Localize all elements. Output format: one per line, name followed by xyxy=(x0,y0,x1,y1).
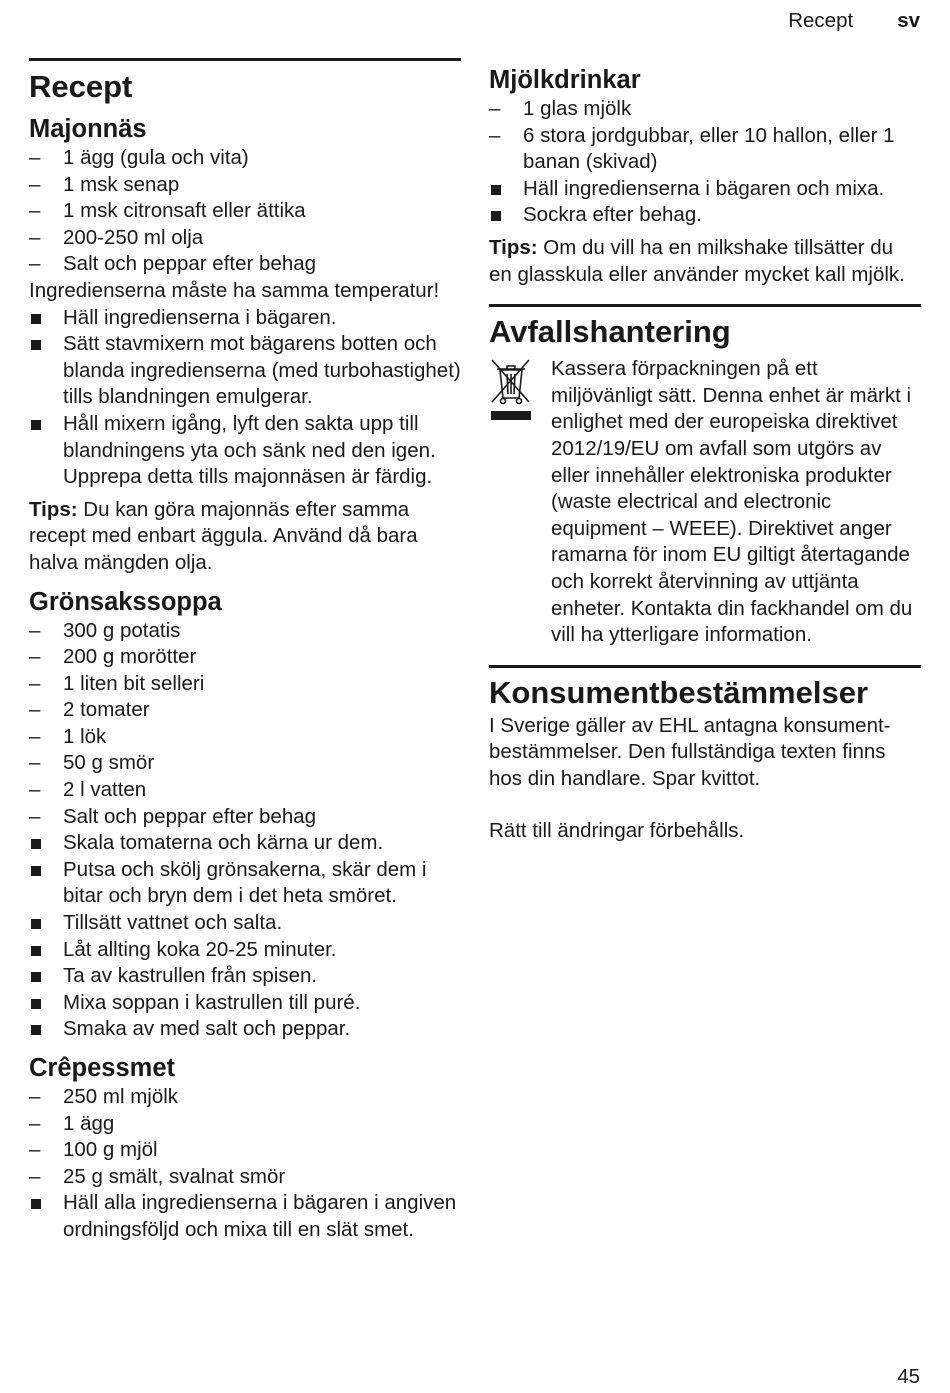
tip-label: Tips: xyxy=(489,235,538,259)
bullet-square-icon xyxy=(491,211,501,221)
list-item: Skala tomaterna och kärna ur dem. xyxy=(29,830,461,857)
list-item: – 6 stora jordgubbar, eller 10 hallon, eller 1 banan (skivad) xyxy=(489,123,895,174)
section-rule xyxy=(489,304,921,307)
majonnas-tip xyxy=(29,497,461,577)
crepessmet-heading: Crêpessmet xyxy=(29,1054,175,1082)
header-language: sv xyxy=(897,9,920,32)
running-header xyxy=(788,8,920,35)
list-item: – 1 lök xyxy=(29,724,107,748)
mjolkdrinkar-steps xyxy=(489,176,921,229)
list-item: – 100 g mjöl xyxy=(29,1138,158,1162)
bullet-square-icon xyxy=(31,1025,41,1035)
list-item: – 1 msk senap xyxy=(29,172,180,196)
bullet-square-icon xyxy=(31,919,41,929)
crepessmet-steps xyxy=(29,1190,461,1243)
konsument-text: I Sverige gäller av EHL antagna konsumentbestämmelser. Den fullständiga texten finns hos din handlare. Spar kvittot. xyxy=(489,713,891,790)
list-item: Ta av kastrullen från spisen. xyxy=(29,963,461,990)
konsument-note: Rätt till ändringar förbehålls. xyxy=(489,819,745,843)
list-item: – 200-250 ml olja xyxy=(29,225,204,249)
bullet-square-icon xyxy=(31,972,41,982)
mjolkdrinkar-tip xyxy=(489,235,921,288)
mjolkdrinkar-heading: Mjölkdrinkar xyxy=(489,66,641,94)
list-item: Putsa och skölj grönsakerna, skär dem i bitar och bryn dem i det heta smöret. xyxy=(29,857,461,910)
list-item: – 1 ägg (gula och vita) xyxy=(29,146,249,169)
avfall-text: Kassera förpackningen på ett miljövänligt sätt. Denna enhet är märkt i enlighet med der europeiska direktivet 2012/19/EU om avfall som utgörs av eller innehåller elektroniska produkter (waste electrical and electronic equipment – WEEE). Direktivet anger ramarna för inom EU giltigt återtagande och korrekt återvinning av uttjänta enheter. Kontakta din fackhandel om du vill ha ytterligare information. xyxy=(551,357,913,647)
gronsakssoppa-ingredients xyxy=(29,618,461,831)
list-item: – 25 g smält, svalnat smör xyxy=(29,1164,286,1188)
bullet-square-icon xyxy=(491,185,501,195)
bullet-square-icon xyxy=(31,420,41,430)
section-rule xyxy=(489,665,921,668)
bullet-square-icon xyxy=(31,999,41,1009)
list-item: – Salt och peppar efter behag xyxy=(29,804,317,828)
crepessmet-ingredients xyxy=(29,1084,461,1190)
list-item: – 2 l vatten xyxy=(29,778,147,802)
majonnas-steps xyxy=(29,305,461,491)
gronsakssoppa-steps xyxy=(29,830,461,1043)
right-column xyxy=(489,64,921,845)
mjolkdrinkar-ingredients xyxy=(489,96,921,176)
list-item: Smaka av med salt och peppar. xyxy=(29,1016,461,1043)
tip-label: Tips: xyxy=(29,497,78,521)
list-item: – 2 tomater xyxy=(29,698,150,722)
bullet-square-icon xyxy=(31,1199,41,1209)
list-item: Sockra efter behag. xyxy=(489,202,921,229)
list-item: Låt allting koka 20-25 minuter. xyxy=(29,937,461,964)
bullet-square-icon xyxy=(31,866,41,876)
list-item: – 1 ägg xyxy=(29,1111,115,1135)
list-item: – 250 ml mjölk xyxy=(29,1085,179,1108)
list-item: Tillsätt vattnet och salta. xyxy=(29,910,461,937)
list-item: Häll ingredienserna i bägaren och mixa. xyxy=(489,176,921,203)
list-item: – 200 g morötter xyxy=(29,645,197,669)
tip-text: Du kan göra majonnäs efter samma recept med enbart äggula. Använd då bara halva mängden olja. xyxy=(29,497,418,574)
konsument-title: Konsumentbestämmelser xyxy=(489,674,869,710)
list-item: Häll alla ingredienserna i bägaren i angiven ordningsföljd och mixa till en slät smet. xyxy=(29,1190,461,1243)
majonnas-heading: Majonnäs xyxy=(29,115,147,143)
majonnas-ingredients xyxy=(29,145,461,278)
majonnas-note: Ingredienserna måste ha samma temperatur! xyxy=(29,278,440,302)
avfall-title: Avfallshantering xyxy=(489,314,731,350)
list-item: – 1 glas mjölk xyxy=(489,97,632,120)
page-number: 45 xyxy=(897,1365,920,1389)
list-item: – Salt och peppar efter behag xyxy=(29,252,317,276)
list-item: Mixa soppan i kastrullen till puré. xyxy=(29,990,461,1017)
bullet-square-icon xyxy=(31,314,41,324)
section-rule xyxy=(29,58,461,61)
page-title: Recept xyxy=(29,69,133,104)
tip-text: Om du vill ha en milkshake tillsätter du en glasskula eller använder mycket kall mjölk. xyxy=(489,235,905,286)
list-item: – 300 g potatis xyxy=(29,618,181,642)
header-section: Recept xyxy=(788,9,854,32)
list-item: Sätt stavmixern mot bägarens botten och blanda ingredienserna (med turbohastighet) tills blandningen emulgerar. xyxy=(29,331,461,411)
avfall-block xyxy=(489,356,921,649)
list-item: – 1 msk citronsaft eller ättika xyxy=(29,199,306,223)
left-column xyxy=(29,58,461,1244)
weee-crossed-bin-icon xyxy=(489,356,535,426)
bullet-square-icon xyxy=(31,340,41,350)
list-item: – 50 g smör xyxy=(29,751,155,775)
list-item: Häll ingredienserna i bägaren. xyxy=(29,305,461,332)
list-item: Håll mixern igång, lyft den sakta upp till blandningens yta och sänk ned den igen. Upprepa detta tills majonnäsen är färdig. xyxy=(29,411,461,491)
gronsakssoppa-heading: Grönsakssoppa xyxy=(29,587,222,616)
list-item: – 1 liten bit selleri xyxy=(29,671,205,695)
bullet-square-icon xyxy=(31,839,41,849)
bullet-square-icon xyxy=(31,946,41,956)
